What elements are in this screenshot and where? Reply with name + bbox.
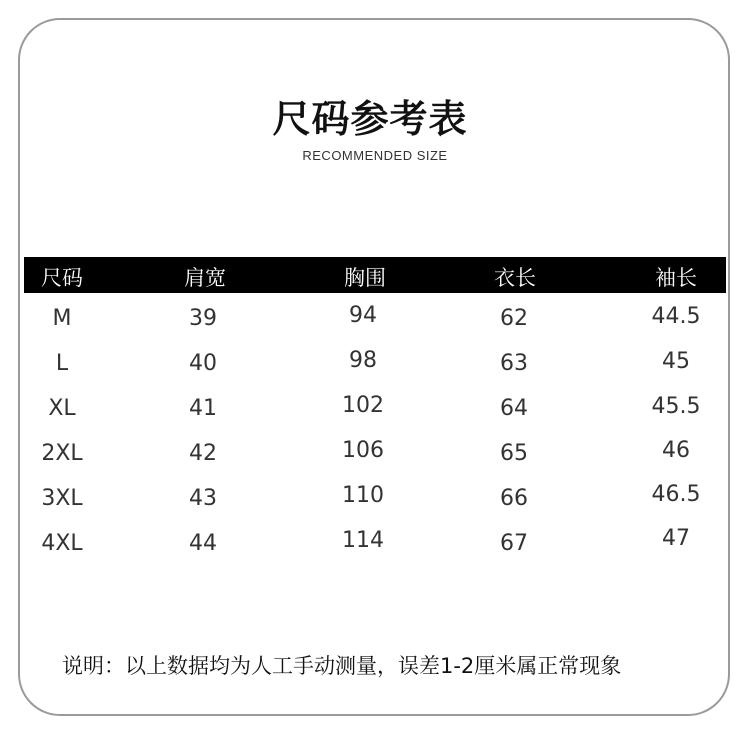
table-cell-sleeve: 44.5 xyxy=(651,304,701,329)
table-cell-shoulder: 42 xyxy=(189,441,217,466)
page-subtitle: RECOMMENDED SIZE xyxy=(302,148,448,163)
table-cell-size: M xyxy=(52,306,72,331)
header-chest: 胸围 xyxy=(344,266,386,290)
table-cell-size: 3XL xyxy=(41,486,83,511)
table-cell-chest: 98 xyxy=(349,348,377,373)
header-shoulder: 肩宽 xyxy=(184,266,226,290)
table-cell-size: L xyxy=(55,351,69,376)
table-cell-sleeve: 45.5 xyxy=(651,394,701,419)
table-cell-length: 67 xyxy=(500,531,528,556)
table-cell-shoulder: 41 xyxy=(189,396,217,421)
table-cell-sleeve: 46.5 xyxy=(651,482,701,507)
table-cell-length: 63 xyxy=(500,351,528,376)
header-sleeve: 袖长 xyxy=(655,266,697,290)
table-cell-size: 2XL xyxy=(41,441,83,466)
table-cell-shoulder: 44 xyxy=(189,531,217,556)
table-cell-shoulder: 40 xyxy=(189,351,217,376)
table-cell-chest: 94 xyxy=(349,303,377,328)
header-size: 尺码 xyxy=(41,266,83,290)
table-cell-length: 64 xyxy=(500,396,528,421)
measurement-note: 说明：以上数据均为人工手动测量，误差1-2厘米属正常现象 xyxy=(62,654,622,678)
page-title: 尺码参考表 xyxy=(272,97,468,141)
table-cell-shoulder: 43 xyxy=(189,486,217,511)
table-cell-chest: 114 xyxy=(342,528,384,553)
table-cell-size: 4XL xyxy=(41,531,83,556)
table-cell-chest: 106 xyxy=(342,438,384,463)
table-cell-length: 62 xyxy=(500,306,528,331)
table-cell-sleeve: 46 xyxy=(662,438,690,463)
table-cell-shoulder: 39 xyxy=(189,306,217,331)
header-length: 衣长 xyxy=(494,266,536,290)
table-cell-length: 65 xyxy=(500,441,528,466)
table-cell-sleeve: 47 xyxy=(662,526,690,551)
table-cell-chest: 110 xyxy=(342,483,384,508)
table-cell-sleeve: 45 xyxy=(662,349,690,374)
table-cell-size: XL xyxy=(48,396,76,421)
table-cell-chest: 102 xyxy=(342,393,384,418)
table-cell-length: 66 xyxy=(500,486,528,511)
